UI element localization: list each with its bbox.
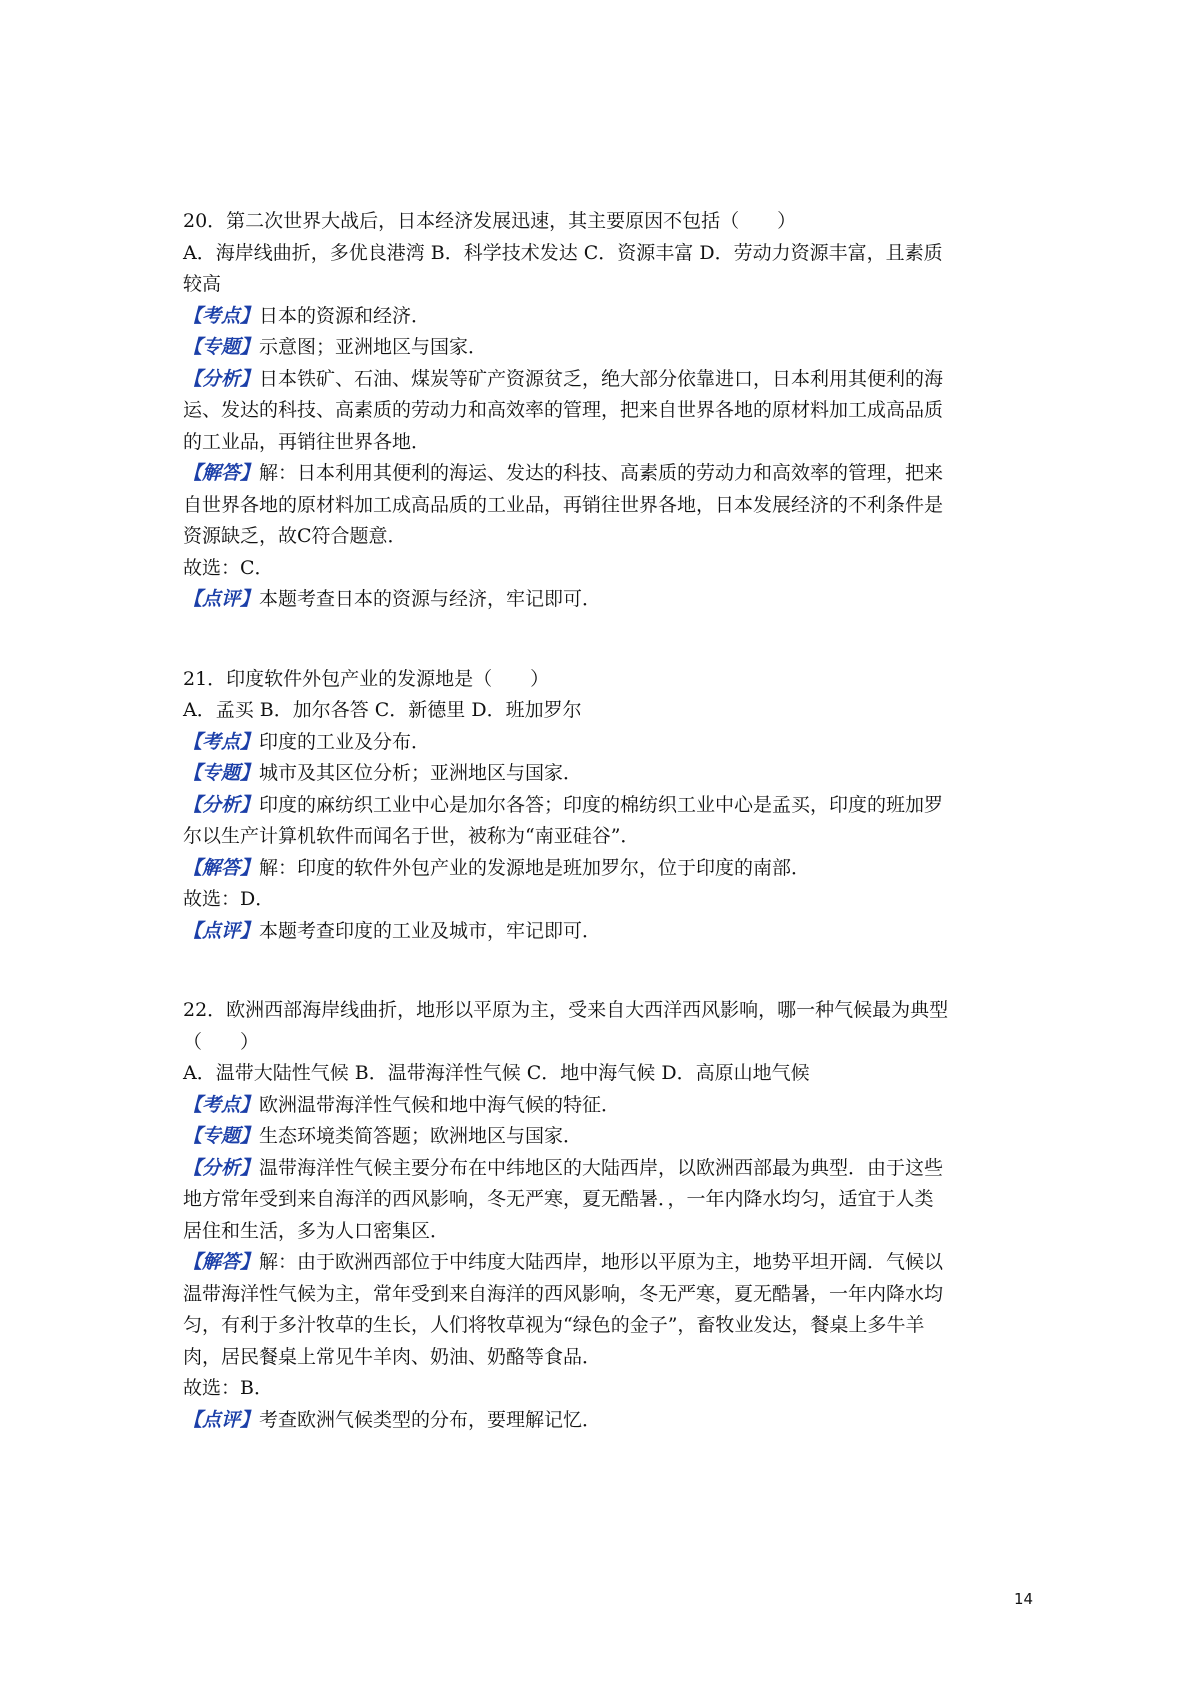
dianping-row <box>183 584 1028 616</box>
fenxi-label: 【分析】 <box>183 793 260 816</box>
question-options: A．孟买 B．加尔各答 C．新德里 D．班加罗尔 <box>183 699 582 721</box>
jieda-label: 【解答】 <box>183 462 260 484</box>
jieda-text-cont: 肉，居民餐桌上常见牛羊肉、奶油、奶酪等食品． <box>183 1345 602 1368</box>
jieda-row <box>183 1247 1028 1279</box>
kaodian-text: 欧洲温带海洋性气候和地中海气候的特征． <box>259 1093 621 1116</box>
fenxi-row <box>183 364 1028 396</box>
zhuanti-text: 生态环境类简答题；欧洲地区与国家． <box>259 1125 583 1147</box>
jieda-text-cont: 资源缺乏，故C符合题意． <box>183 525 407 547</box>
kaodian-row <box>183 1090 1028 1122</box>
dianping-label: 【点评】 <box>183 919 260 942</box>
question-options-cont: 较高 <box>183 273 222 295</box>
question-options: A．海岸线曲折，多优良港湾 B．科学技术发达 C．资源丰富 D．劳动力资源丰富，且素质 <box>183 241 943 264</box>
question-22 <box>183 995 1028 1436</box>
page-number: 14 <box>1014 1590 1034 1608</box>
kaodian-label: 【考点】 <box>183 1093 260 1116</box>
zhuanti-row <box>183 332 1028 364</box>
fenxi-text: 印度的麻纺织工业中心是加尔各答；印度的棉纺织工业中心是孟买，印度的班加罗 <box>259 793 944 816</box>
question-stem-cont: （ ） <box>183 1030 260 1053</box>
zhuanti-row <box>183 1121 1028 1153</box>
fenxi-text: 温带海洋性气候主要分布在中纬地区的大陆西岸，以欧洲西部最为典型．由于这些 <box>259 1156 944 1179</box>
dianping-text: 本题考查印度的工业及城市，牢记即可． <box>259 919 602 942</box>
fenxi-text-cont: 尔以生产计算机软件而闻名于世，被称为“南亚硅谷”． <box>183 825 640 847</box>
dianping-text: 考查欧洲气候类型的分布，要理解记忆． <box>259 1408 602 1431</box>
fenxi-label: 【分析】 <box>183 1156 260 1179</box>
kaodian-row <box>183 727 1028 759</box>
jieda-label: 【解答】 <box>183 1251 260 1273</box>
zhuanti-text: 城市及其区位分析；亚洲地区与国家． <box>259 762 583 784</box>
zhuanti-text: 示意图；亚洲地区与国家． <box>259 336 488 358</box>
fenxi-text-cont: 地方常年受到来自海洋的西风影响，冬无严寒，夏无酷暑．，一年内降水均匀，适宜于人类 <box>183 1188 934 1210</box>
kaodian-label: 【考点】 <box>183 730 260 753</box>
kaodian-text: 印度的工业及分布． <box>259 730 431 753</box>
kaodian-text: 日本的资源和经济． <box>259 304 431 327</box>
kaodian-row <box>183 301 1028 333</box>
kaodian-label: 【考点】 <box>183 304 260 327</box>
fenxi-text-cont: 运、发达的科技、高素质的劳动力和高效率的管理，把来自世界各地的原材料加工成高品质 <box>183 399 944 421</box>
question-stem: 20．第二次世界大战后，日本经济发展迅速，其主要原因不包括（ ） <box>183 210 797 232</box>
fenxi-text: 日本铁矿、石油、煤炭等矿产资源贫乏，绝大部分依靠进口，日本利用其便利的海 <box>259 367 944 390</box>
fenxi-text-cont: 居住和生活，多为人口密集区． <box>183 1219 450 1242</box>
fenxi-label: 【分析】 <box>183 367 260 390</box>
jieda-text: 解：印度的软件外包产业的发源地是班加罗尔，位于印度的南部． <box>259 856 811 879</box>
jieda-text-cont: 匀，有利于多汁牧草的生长，人们将牧草视为“绿色的金子”，畜牧业发达，餐桌上多牛羊 <box>183 1314 925 1336</box>
dianping-row <box>183 916 1028 948</box>
fenxi-text-cont: 的工业品，再销往世界各地． <box>183 430 431 453</box>
zhuanti-label: 【专题】 <box>183 762 260 784</box>
question-stem: 21．印度软件外包产业的发源地是（ ） <box>183 667 550 690</box>
answer: 故选：C． <box>183 556 274 579</box>
answer: 故选：B． <box>183 1377 273 1399</box>
answer: 故选：D． <box>183 888 275 910</box>
question-stem: 22．欧洲西部海岸线曲折，地形以平原为主，受来自大西洋西风影响，哪一种气候最为典型 <box>183 999 949 1021</box>
question-21 <box>183 664 1028 948</box>
jieda-label: 【解答】 <box>183 856 260 879</box>
question-20 <box>183 206 1028 616</box>
zhuanti-row <box>183 758 1028 790</box>
jieda-text-cont: 温带海洋性气候为主，常年受到来自海洋的西风影响，冬无严寒，夏无酷暑，一年内降水均 <box>183 1282 944 1305</box>
fenxi-row <box>183 1153 1028 1185</box>
zhuanti-label: 【专题】 <box>183 336 260 358</box>
dianping-row <box>183 1405 1028 1437</box>
jieda-row <box>183 853 1028 885</box>
zhuanti-label: 【专题】 <box>183 1125 260 1147</box>
dianping-label: 【点评】 <box>183 588 260 610</box>
jieda-text: 解：由于欧洲西部位于中纬度大陆西岸，地形以平原为主，地势平坦开阔．气候以 <box>259 1251 944 1273</box>
jieda-row <box>183 458 1028 490</box>
question-options: A．温带大陆性气候 B．温带海洋性气候 C．地中海气候 D．高原山地气候 <box>183 1062 810 1084</box>
jieda-text: 解：日本利用其便利的海运、发达的科技、高素质的劳动力和高效率的管理，把来 <box>259 462 944 484</box>
dianping-text: 本题考查日本的资源与经济，牢记即可． <box>259 588 602 610</box>
jieda-text-cont: 自世界各地的原材料加工成高品质的工业品，再销往世界各地，日本发展经济的不利条件是 <box>183 493 944 516</box>
document-page <box>183 206 1028 1484</box>
dianping-label: 【点评】 <box>183 1408 260 1431</box>
fenxi-row <box>183 790 1028 822</box>
